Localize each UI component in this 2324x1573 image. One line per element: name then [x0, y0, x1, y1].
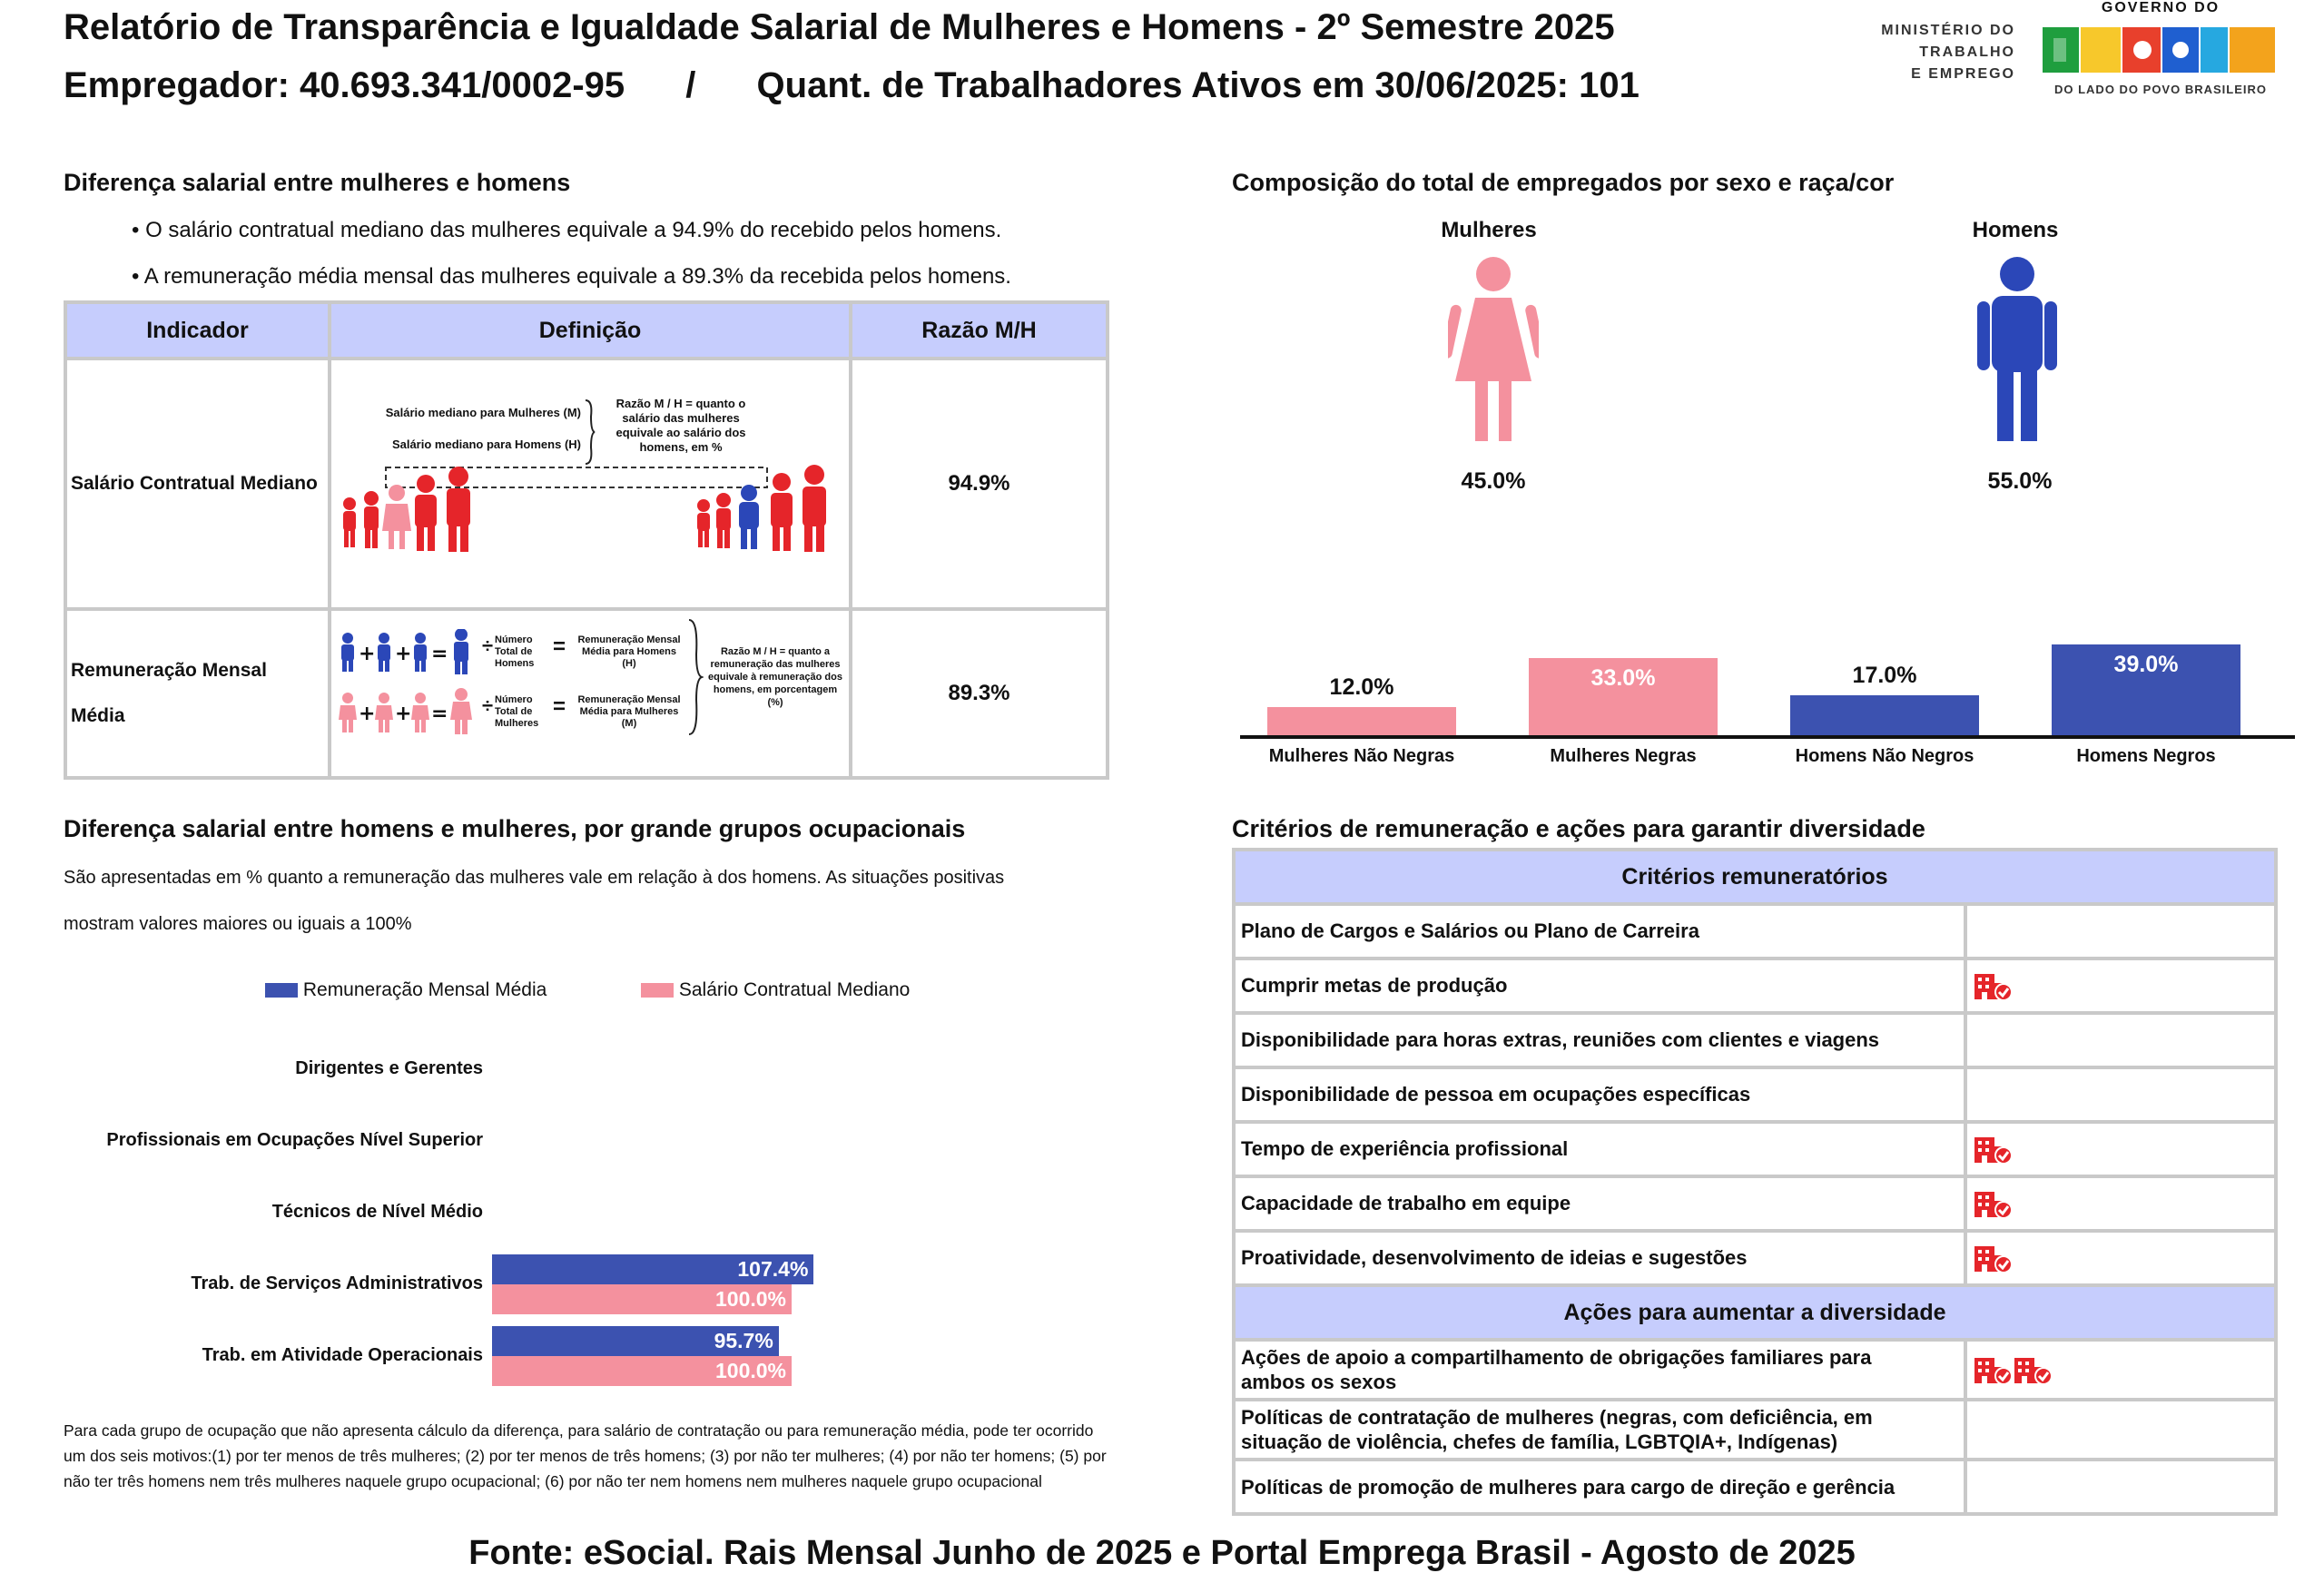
employer-id: Empregador: 40.693.341/0002-95: [64, 65, 625, 105]
def-men-label: Salário mediano para Homens (H): [391, 437, 581, 451]
criteria-icon-cell-0: [1965, 904, 2276, 959]
curly-brace-icon: [584, 398, 596, 466]
criteria-icon-cell-6: [1965, 1231, 2276, 1285]
indicator-median: Salário Contratual Mediano: [65, 359, 330, 609]
occupational-footnote: Para cada grupo de ocupação que não apresenta cálculo da diferença, para salário de contratação ou para remuneração média, pode ter ocorrido um dos seis motivos:(1) por ter menos de três mulheres; (2) por ter menos de três homens; (3) por não ter mulheres; (4) por não ter homens; (5) por não ter três homens nem três mulheres naquele grupo ocupacional; (6) por não ter nem homens nem mulheres naquele grupo ocupacional: [64, 1421, 1107, 1490]
race-bar-value-3: 39.0%: [2113, 652, 2179, 677]
action-label-line1-1: Políticas de contratação de mulheres (negras, com deficiência, em: [1241, 1406, 1873, 1429]
def-women-label: Salário mediano para Mulheres (M): [385, 406, 581, 419]
race-category-label-0: Mulheres Não Negras: [1268, 746, 1455, 766]
action-row-2: [1234, 1460, 2276, 1514]
header-separator: /: [685, 65, 696, 105]
criteria-label-4: Tempo de experiência profissional: [1234, 1122, 1965, 1176]
indicator-remuneration-line1: Remuneração Mensal: [71, 660, 267, 681]
company-check-icon: [2013, 1354, 2053, 1385]
occupational-title: Diferença salarial entre homens e mulheres, por grande grupos ocupacionais: [64, 815, 966, 842]
salary-bullet-2: • A remuneração média mensal das mulheres equivale a 89.3% da recebida pelos homens.: [132, 264, 1011, 289]
occ-category-label-1: Profissionais em Ocupações Nível Superior: [106, 1130, 483, 1150]
action-icon-cell-2: [1965, 1460, 2276, 1514]
svg-text:=: =: [431, 643, 448, 665]
criteria-row-5: [1234, 1176, 2276, 1231]
criteria-row-4: [1234, 1122, 2276, 1176]
criteria-title: Critérios de remuneração e ações para garantir diversidade: [1232, 815, 1925, 842]
median-legend: [350, 397, 581, 460]
occupational-bar-chart: [0, 1053, 1126, 1398]
svg-text:+: +: [359, 703, 376, 725]
criteria-row-3: [1234, 1067, 2276, 1122]
criteria-icon-cell-5: [1965, 1176, 2276, 1231]
race-bar-value-2: 17.0%: [1852, 663, 1917, 689]
definition-remuneration: [330, 609, 851, 778]
svg-text:+: +: [359, 643, 376, 665]
criteria-label-2: Disponibilidade para horas extras, reuniões com clientes e viagens: [1234, 1013, 1965, 1067]
criteria-icon-cell-3: [1965, 1067, 2276, 1122]
svg-text:+: +: [395, 643, 412, 665]
report-title: Relatório de Transparência e Igualdade Salarial de Mulheres e Homens - 2º Semestre 2025: [64, 7, 1615, 47]
action-label-1: [1234, 1400, 1965, 1460]
ministry-logo-line2: TRABALHO: [1919, 44, 2015, 60]
criteria-table: [1232, 848, 2278, 1516]
ministry-logo: [1852, 20, 2015, 85]
legend-swatch-sal: [641, 983, 674, 998]
criteria-row-1: [1234, 959, 2276, 1013]
table-row-median: [65, 359, 1108, 609]
occ-category-label-4: Trab. em Atividade Operacionais: [202, 1345, 483, 1365]
criteria-label-6: Proatividade, desenvolvimento de ideias e sugestões: [1234, 1231, 1965, 1285]
company-check-icon: [1973, 1243, 2013, 1273]
race-chart-axis: [1240, 735, 2295, 739]
women-label: Mulheres: [1441, 218, 1537, 242]
race-bar-value-0: 12.0%: [1329, 674, 1394, 701]
median-people-illustration-icon: [331, 460, 847, 560]
ratio-median: 94.9%: [851, 359, 1108, 609]
actions-header: Ações para aumentar a diversidade: [1234, 1285, 2276, 1340]
action-label-2: [1234, 1460, 1965, 1514]
svg-text:+: +: [395, 703, 412, 725]
occ-bar-4-1: 100.0%: [492, 1356, 792, 1386]
men-rem-label: Remuneração Mensal Média para Homens (H): [577, 634, 681, 669]
col-header-definition: Definição: [330, 302, 851, 359]
ratio-remuneration: 89.3%: [851, 609, 1108, 778]
criteria-label-3: Disponibilidade de pessoa em ocupações específicas: [1234, 1067, 1965, 1122]
occ-category-label-2: Técnicos de Nível Médio: [271, 1202, 483, 1222]
company-check-icon: [1973, 1188, 2013, 1219]
criteria-label-1: Cumprir metas de produção: [1234, 959, 1965, 1013]
occ-bar-4-0: 95.7%: [492, 1326, 779, 1356]
race-category-label-1: Mulheres Negras: [1550, 746, 1697, 766]
worker-count: Quant. de Trabalhadores Ativos em 30/06/2025: 101: [756, 65, 1640, 105]
company-check-icon: [1973, 1134, 2013, 1165]
employer-line: [64, 65, 1640, 106]
action-row-1: [1234, 1400, 2276, 1460]
criteria-row-0: [1234, 904, 2276, 959]
criteria-row-2: [1234, 1013, 2276, 1067]
legend-label-sal: Salário Contratual Mediano: [678, 979, 911, 1000]
equals-icon-men: =: [553, 634, 566, 659]
company-check-icon: [1973, 970, 2013, 1001]
brasil-wordmark-icon: [2043, 16, 2279, 80]
occ-legend: [265, 979, 910, 1001]
woman-figure-icon: [1448, 256, 1539, 442]
source-footer: Fonte: eSocial. Rais Mensal Junho de 2025 e Portal Emprega Brasil - Agosto de 2025: [468, 1534, 1856, 1572]
action-label-line1-0: Ações de apoio a compartilhamento de obrigações familiares para: [1241, 1346, 1872, 1369]
curly-brace-icon: [687, 618, 704, 736]
criteria-icon-cell-4: [1965, 1122, 2276, 1176]
occ-bar-3-0: 107.4%: [492, 1254, 813, 1284]
criteria-header: Critérios remuneratórios: [1234, 850, 2276, 904]
ministry-logo-line3: E EMPREGO: [1911, 66, 2015, 82]
action-label-line1-2: Políticas de promoção de mulheres para cargo de direção e gerência: [1241, 1475, 1896, 1499]
equals-icon-women: =: [553, 694, 566, 719]
table-row-remuneration: [65, 609, 1108, 778]
company-check-icon: [1973, 1354, 2013, 1385]
occupational-desc-1: São apresentadas em % quanto a remuneração das mulheres vale em relação à dos homens. As situações positivas: [64, 868, 1005, 888]
race-bar-value-1: 33.0%: [1590, 665, 1656, 692]
criteria-label-0: Plano de Cargos e Salários ou Plano de Carreira: [1234, 904, 1965, 959]
man-figure-icon: [1972, 256, 2063, 442]
composition-title: Composição do total de empregados por sexo e raça/cor: [1232, 169, 1895, 196]
ministry-logo-line1: MINISTÉRIO DO: [1881, 23, 2015, 38]
divide-icon-women: ÷: [482, 694, 494, 717]
definition-median: [330, 359, 851, 609]
occ-category-label-3: Trab. de Serviços Administrativos: [191, 1273, 483, 1293]
indicator-remuneration-line2: Média: [71, 705, 125, 726]
race-category-label-2: Homens Não Negros: [1795, 746, 1974, 766]
women-rem-label: Remuneração Mensal Média para Mulheres (M): [577, 694, 681, 729]
criteria-label-5: Capacidade de trabalho em equipe: [1234, 1176, 1965, 1231]
criteria-icon-cell-1: [1965, 959, 2276, 1013]
legend-label-rem: Remuneração Mensal Média: [302, 979, 547, 1000]
men-label: Homens: [1972, 218, 2059, 242]
action-label-0: [1234, 1340, 1965, 1400]
criteria-row-6: [1234, 1231, 2276, 1285]
women-total-label: Número Total de Mulheres: [495, 694, 539, 729]
divide-icon-men: ÷: [482, 634, 494, 657]
legend-swatch-rem: [265, 983, 298, 998]
action-label-line2-0: ambos os sexos: [1241, 1371, 1397, 1393]
col-header-indicator: Indicador: [65, 302, 330, 359]
action-icon-cell-0: [1965, 1340, 2276, 1400]
salary-diff-title: Diferença salarial entre mulheres e homens: [64, 169, 571, 196]
remuneration-note: Razão M / H = quanto a remuneração das mulheres equivale à remuneração dos homens, em porcentagem (%): [708, 646, 842, 708]
men-total-label: Número Total de Homens: [495, 634, 535, 669]
action-row-0: [1234, 1340, 2276, 1400]
race-sex-bar-chart: [1240, 635, 2293, 781]
race-category-label-3: Homens Negros: [2076, 746, 2216, 766]
indicator-remuneration: [65, 609, 330, 778]
occ-bar-3-1: 100.0%: [492, 1284, 792, 1314]
race-bar-2: [1790, 695, 1979, 735]
occ-category-label-0: Dirigentes e Gerentes: [295, 1058, 483, 1078]
median-note: Razão M / H = quanto o salário das mulheres equivale ao salário dos homens, em %: [615, 397, 746, 454]
gov-brasil-logo: [2043, 0, 2279, 109]
salary-bullet-1: • O salário contratual mediano das mulheres equivale a 94.9% do recebido pelos homens.: [132, 218, 1002, 242]
col-header-ratio: Razão M/H: [851, 302, 1108, 359]
race-bar-0: [1267, 707, 1456, 735]
gov-logo-top: GOVERNO DO: [2101, 0, 2221, 15]
criteria-icon-cell-2: [1965, 1013, 2276, 1067]
action-icon-cell-1: [1965, 1400, 2276, 1460]
remuneration-formula-icon: [337, 629, 482, 756]
action-label-line2-1: situação de violência, chefes de família, LGBTQIA+, Indígenas): [1241, 1430, 1838, 1453]
gov-logo-tagline: DO LADO DO POVO BRASILEIRO: [2053, 83, 2267, 96]
occupational-desc-2: mostram valores maiores ou iguais a 100%: [64, 914, 412, 934]
women-percentage: 45.0%: [1461, 468, 1526, 494]
indicator-table: [64, 300, 1109, 780]
men-percentage: 55.0%: [1987, 468, 2053, 494]
svg-text:=: =: [431, 703, 448, 725]
